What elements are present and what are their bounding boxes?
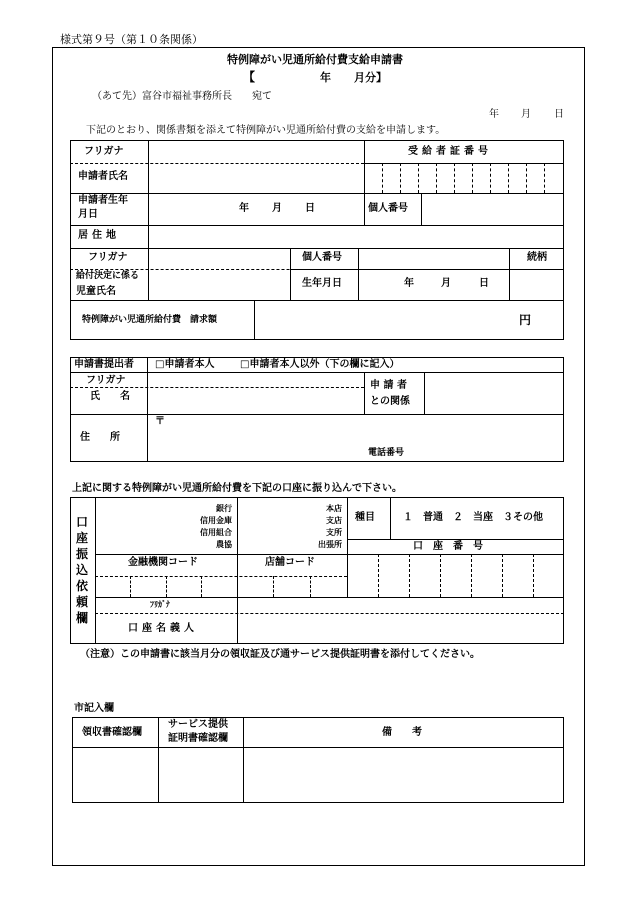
holder-name-label: 口座名義人 (128, 623, 198, 634)
postal-mark: 〒 (155, 416, 165, 427)
date-month: 月 (521, 109, 531, 120)
institution-types (170, 503, 232, 551)
holder-furigana-label: ﾌﾘｶﾞﾅ (150, 600, 170, 609)
period-month: 月分】 (354, 71, 387, 84)
branch-code-label: 店舗コード (265, 557, 315, 568)
applicant-birth-label-2: 月日 (78, 209, 98, 220)
yen-label: 円 (519, 313, 532, 327)
form-number: 様式第９号（第１０条関係） (60, 33, 203, 46)
institution-type: 信用金庫 (200, 516, 232, 525)
child-personal-number-label: 個人番号 (302, 252, 342, 263)
note-text: （注意）この申請書に該当月分の領収証及び通サービス提供証明書を添付してください。 (80, 649, 480, 660)
branch-type: 支所 (326, 528, 342, 537)
submitter-name-label: 氏 名 (90, 391, 130, 402)
institution-type: 銀行 (216, 504, 232, 513)
child-furigana-label: フリガナ (88, 252, 128, 263)
side-char: 口 (75, 515, 88, 529)
address-label: 居住地 (78, 230, 120, 241)
applicant-birth-label-1: 申請者生年 (78, 195, 128, 206)
child-birth-label: 生年月日 (302, 278, 342, 289)
child-label-1: 給付決定に係る (76, 271, 140, 281)
account-type-options: １ 普通 ２ 当座 ３その他 (403, 512, 543, 523)
branch-type: 出張所 (318, 540, 342, 549)
account-type-label: 種目 (355, 512, 375, 523)
service-label-1: サービス提供 (168, 719, 228, 730)
side-char: 頼 (75, 595, 88, 609)
intro-text: 下記のとおり、関係書類を添えて特例障がい児通所給付費の支給を申請します。 (86, 125, 446, 136)
institution-type: 信用組合 (200, 528, 232, 537)
receipt-check-label: 領収書確認欄 (82, 727, 142, 738)
bank-code-label: 金融機関コード (128, 557, 198, 568)
personal-number-label: 個人番号 (368, 203, 408, 214)
branch-types (290, 503, 342, 551)
submitter-option-other: □申請者本人以外（下の欄に記入） (240, 359, 400, 370)
branch-type: 支店 (326, 516, 342, 525)
period-open: 【 (243, 70, 256, 84)
submitter-option-self: □申請者本人 (155, 359, 215, 370)
birth-month: 月 (272, 203, 282, 214)
submitter-address-label: 住 所 (80, 432, 120, 443)
child-birth-year: 年 (404, 278, 414, 289)
side-char: 欄 (75, 611, 88, 625)
child-birth-month: 月 (441, 278, 451, 289)
office-use-table (72, 717, 564, 803)
remarks-label: 備 考 (382, 727, 422, 738)
relationship-label: 続柄 (527, 252, 547, 263)
side-char: 振 (75, 547, 88, 561)
phone-label: 電話番号 (368, 448, 405, 458)
addressee: （あて先）富谷市福祉事務所長 宛て (92, 91, 272, 102)
period-year: 年 (320, 71, 331, 84)
date-day: 日 (554, 109, 564, 120)
relation-label-2: との関係 (370, 396, 410, 407)
account-number-label: 口 座 番 号 (413, 541, 483, 552)
branch-type: 本店 (326, 504, 342, 513)
side-char: 込 (75, 563, 88, 577)
side-char: 座 (75, 531, 88, 545)
claim-amount-label: 特例障がい児通所給付費 請求額 (82, 315, 218, 325)
side-char: 依 (75, 579, 88, 593)
bank-side-label (75, 514, 89, 626)
service-label-2: 証明書確認欄 (168, 733, 228, 744)
office-use-title: 市記入欄 (74, 703, 114, 714)
applicant-name-label: 申請者氏名 (78, 171, 128, 182)
birth-day: 日 (305, 203, 315, 214)
recipient-number-label: 受給者証番号 (408, 146, 492, 157)
submitter-furigana-label: フリガナ (86, 375, 126, 386)
relation-label-1: 申 請 者 (370, 380, 407, 391)
institution-type: 農協 (216, 540, 232, 549)
furigana-label: フリガナ (84, 146, 124, 157)
form-title: 特例障がい児通所給付費支給申請書 (227, 53, 403, 66)
submitter-label: 申請書提出者 (74, 359, 134, 370)
birth-year: 年 (239, 203, 249, 214)
child-birth-day: 日 (479, 278, 489, 289)
child-label-2: 児童氏名 (76, 286, 116, 297)
bank-intro: 上記に関する特例障がい児通所給付費を下記の口座に振り込んで下さい。 (72, 483, 402, 494)
date-year: 年 (489, 109, 499, 120)
